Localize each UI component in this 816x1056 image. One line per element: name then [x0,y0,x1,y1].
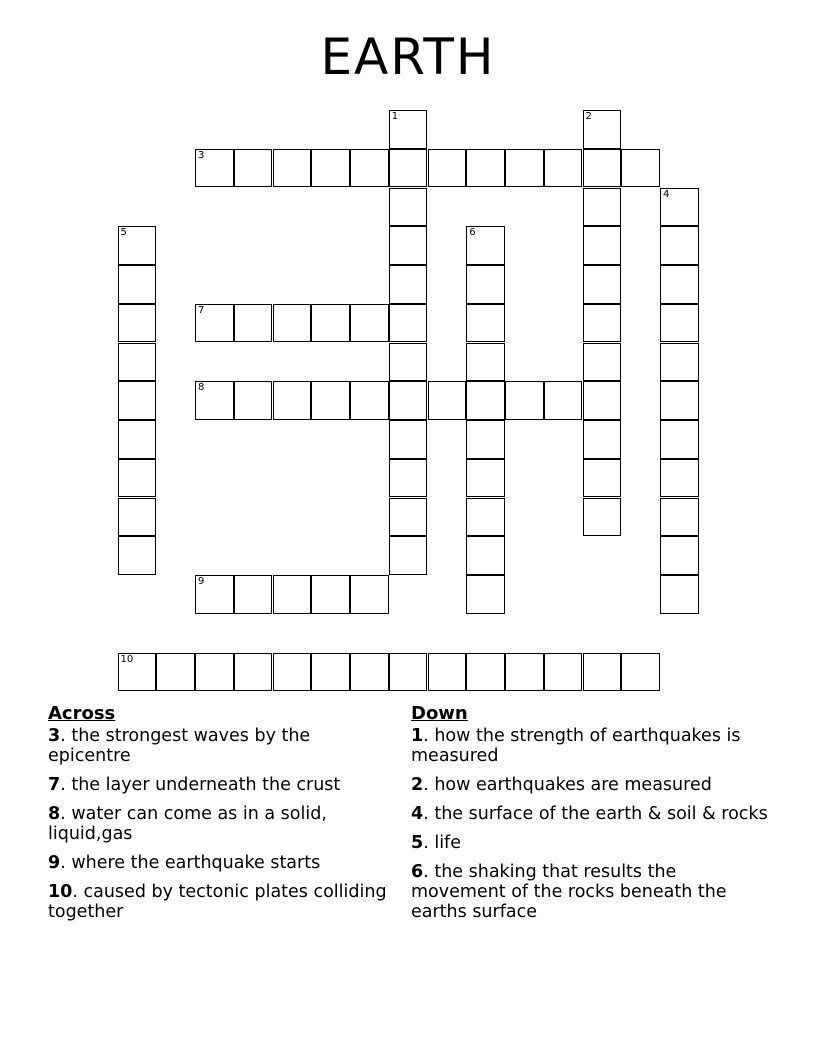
grid-cell[interactable] [583,381,622,420]
grid-cell[interactable] [234,149,273,188]
grid-cell[interactable] [389,536,428,575]
grid-cell[interactable] [234,575,273,614]
grid-cell[interactable] [118,343,157,382]
grid-cell[interactable] [311,304,350,343]
clue-number: 9 [48,853,61,873]
grid-cell[interactable] [466,498,505,537]
grid-cell[interactable] [583,188,622,227]
grid-cell[interactable] [389,653,428,692]
clue-text: the surface of the earth & soil & rocks [434,804,768,824]
grid-cell[interactable] [660,536,699,575]
grid-cell[interactable] [505,381,544,420]
grid-cell[interactable] [234,653,273,692]
grid-cell[interactable] [544,653,583,692]
grid-cell[interactable] [428,653,467,692]
grid-cell[interactable] [428,381,467,420]
clue-text: the layer underneath the crust [71,775,341,795]
grid-cell[interactable] [389,226,428,265]
grid-cell[interactable] [389,420,428,459]
cell-number: 7 [198,304,205,316]
grid-cell[interactable] [350,304,389,343]
grid-cell[interactable] [118,536,157,575]
clue-text: how earthquakes are measured [434,775,712,795]
grid-cell[interactable] [583,653,622,692]
grid-cell[interactable] [660,575,699,614]
grid-cell[interactable] [466,304,505,343]
grid-cell[interactable] [466,226,505,265]
grid-cell[interactable] [466,381,505,420]
grid-cell[interactable] [350,575,389,614]
down-clue: 1. how the strength of earthquakes is measured [411,726,741,766]
grid-cell[interactable] [234,381,273,420]
cell-number: 2 [585,111,592,122]
grid-cell[interactable] [505,653,544,692]
grid-cell[interactable] [583,304,622,343]
clue-number: 2 [411,775,424,795]
grid-cell[interactable] [195,149,234,188]
grid-cell[interactable] [389,304,428,343]
grid-cell[interactable] [660,226,699,265]
grid-cell[interactable] [621,653,660,692]
down-heading: Down [411,703,468,724]
grid-cell[interactable] [234,304,273,343]
grid-cell[interactable] [118,653,157,692]
across-clue: 8. water can come as in a solid, liquid,gas [48,804,327,844]
grid-cell[interactable] [273,149,312,188]
grid-cell[interactable] [583,420,622,459]
across-clue: 10. caused by tectonic plates colliding together [48,882,387,922]
clue-number: 1 [411,726,424,746]
grid-cell[interactable] [466,653,505,692]
grid-cell[interactable] [466,343,505,382]
grid-cell[interactable] [660,188,699,227]
grid-cell[interactable] [583,265,622,304]
grid-cell[interactable] [273,653,312,692]
grid-cell[interactable] [311,381,350,420]
grid-cell[interactable] [621,149,660,188]
down-clue: 6. the shaking that results the movement of the rocks beneath the earths surface [411,862,727,922]
grid-cell[interactable] [660,265,699,304]
across-clue: 7. the layer underneath the crust [48,775,341,795]
grid-cell[interactable] [118,459,157,498]
grid-cell[interactable] [195,575,234,614]
grid-cell[interactable] [311,653,350,692]
down-clue: 4. the surface of the earth & soil & rocks [411,804,768,824]
grid-cell[interactable] [350,381,389,420]
across-clues [48,703,388,931]
grid-cell[interactable] [389,110,428,149]
grid-cell[interactable] [660,459,699,498]
grid-cell[interactable] [544,381,583,420]
grid-cell[interactable] [273,381,312,420]
grid-cell[interactable] [389,459,428,498]
cell-number: 8 [198,382,205,394]
across-clue: 3. the strongest waves by the epicentre [48,726,311,766]
grid-cell[interactable] [660,343,699,382]
grid-cell[interactable] [273,304,312,343]
cell-number: 3 [198,149,205,161]
grid-cell[interactable] [428,149,467,188]
grid-cell[interactable] [350,653,389,692]
cell-number: 9 [198,576,205,587]
down-clue: 5. life [411,833,461,853]
grid-cell[interactable] [505,149,544,188]
clue-number: 8 [48,804,61,824]
grid-cell[interactable] [389,343,428,382]
clue-number: 3 [48,726,61,746]
grid-cell[interactable] [389,265,428,304]
grid-cell[interactable] [583,226,622,265]
grid-cell[interactable] [156,653,195,692]
grid-cell[interactable] [466,265,505,304]
grid-cell[interactable] [118,265,157,304]
grid-cell[interactable] [583,459,622,498]
grid-cell[interactable] [389,149,428,188]
clue-number: 4 [411,804,424,824]
clue-text: how the strength of earthquakes is measured [411,726,741,766]
grid-cell[interactable] [583,343,622,382]
grid-cell[interactable] [195,381,234,420]
clue-text: the strongest waves by the epicentre [48,726,311,766]
grid-cell[interactable] [118,226,157,265]
grid-cell[interactable] [660,498,699,537]
grid-cell[interactable] [466,459,505,498]
grid-cell[interactable] [118,420,157,459]
grid-cell[interactable] [466,149,505,188]
clue-text: caused by tectonic plates colliding together [48,882,387,922]
clue-number: 10 [48,882,73,902]
cell-number: 5 [120,227,127,239]
grid-cell[interactable] [466,536,505,575]
cell-number: 10 [120,653,134,665]
grid-cell[interactable] [118,381,157,420]
across-clue: 9. where the earthquake starts [48,853,321,873]
puzzle-title: EARTH [320,28,496,86]
grid-cell[interactable] [583,149,622,188]
grid-cell[interactable] [311,149,350,188]
grid-cell[interactable] [389,498,428,537]
grid-cell[interactable] [466,575,505,614]
cell-number: 6 [469,227,476,239]
cell-number: 1 [391,111,399,122]
grid-cell[interactable] [311,575,350,614]
grid-cell[interactable] [195,304,234,343]
grid-cell[interactable] [195,653,234,692]
grid-cell[interactable] [660,381,699,420]
grid-cell[interactable] [118,498,157,537]
clue-text: life [434,833,461,853]
grid-cell[interactable] [389,381,428,420]
grid-cell[interactable] [273,575,312,614]
clue-number: 5 [411,833,424,853]
grid-cell[interactable] [583,498,622,537]
down-clues [411,703,771,931]
cell-number: 4 [663,188,670,200]
down-clue: 2. how earthquakes are measured [411,775,712,795]
clue-text: where the earthquake starts [71,853,321,873]
grid-cell[interactable] [583,110,622,149]
across-heading: Across [48,703,116,724]
grid-cell[interactable] [118,304,157,343]
grid-cell[interactable] [660,304,699,343]
clue-text: the shaking that results the movement of the rocks beneath the earths surface [411,862,727,922]
grid-cell[interactable] [544,149,583,188]
grid-cell[interactable] [466,420,505,459]
grid-cell[interactable] [389,188,428,227]
grid-cell[interactable] [660,420,699,459]
clue-text: water can come as in a solid, liquid,gas [48,804,327,844]
grid-cell[interactable] [350,149,389,188]
clue-number: 7 [48,775,61,795]
clue-number: 6 [411,862,424,882]
